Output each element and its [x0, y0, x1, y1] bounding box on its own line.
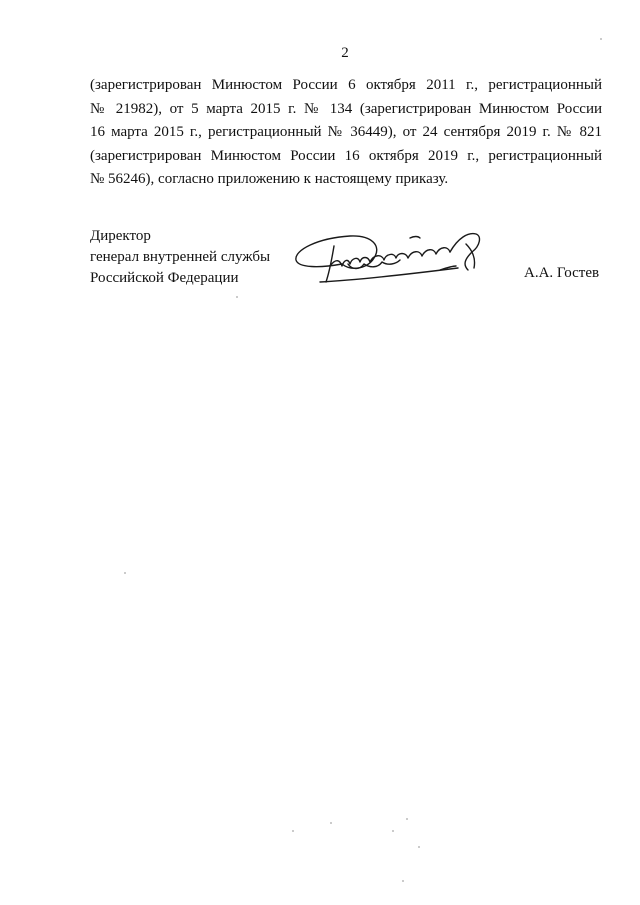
scan-speck: [236, 296, 238, 298]
signatory-organization: Российской Федерации: [90, 270, 239, 286]
scan-speck: [402, 880, 404, 882]
handwritten-signature: [290, 224, 500, 294]
body-paragraph: [90, 74, 602, 192]
scan-speck: [292, 830, 294, 832]
signatory-position: Директор: [90, 228, 151, 244]
body-line: № 56246), согласно приложению к настоящему приказу.: [90, 171, 449, 187]
scan-speck: [124, 572, 126, 574]
scan-speck: [418, 846, 420, 848]
signatory-rank: генерал внутренней службы: [90, 249, 271, 265]
body-line: № 21982), от 5 марта 2015 г. № 134 (зарегистрирован Минюстом России: [90, 100, 602, 117]
body-line: 16 марта 2015 г., регистрационный № 36449), от 24 сентября 2019 г. № 821: [90, 124, 602, 140]
body-line: (зарегистрирован Минюстом России 6 октября 2011 г., регистрационный: [90, 77, 602, 93]
scan-speck: [392, 830, 394, 832]
scan-speck: [600, 38, 602, 40]
signer-name: А.А. Гостев: [524, 265, 600, 281]
scan-speck: [406, 818, 408, 820]
page-number: 2: [341, 45, 349, 61]
scan-speck: [330, 822, 332, 824]
signatory-title: [90, 226, 270, 289]
body-line: (зарегистрирован Минюстом России 16 октября 2019 г., регистрационный: [90, 147, 602, 164]
